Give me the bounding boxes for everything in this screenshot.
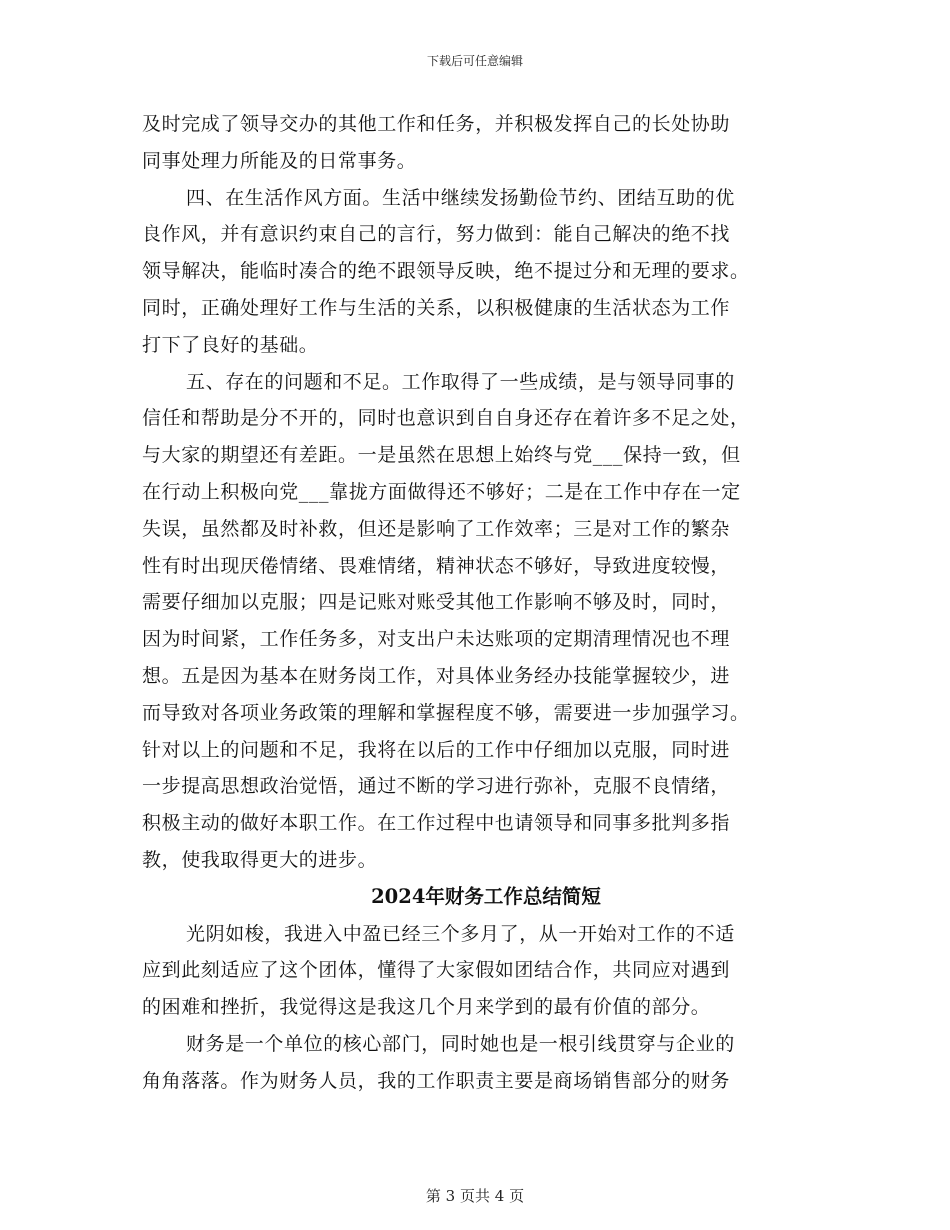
text-line: 积极主动的做好本职工作。在工作过程中也请领导和同事多批判多指	[142, 812, 731, 835]
text-line: 失误，虽然都及时补救，但还是影响了工作效率；三是对工作的繁杂	[142, 517, 731, 540]
text-line: 的困难和挫折，我觉得这是我这几个月来学到的最有价值的部分。	[142, 996, 711, 1019]
text-line: 信任和帮助是分不开的，同时也意识到自自身还存在着许多不足之处，	[142, 407, 750, 430]
text-line: 同事处理力所能及的日常事务。	[142, 149, 417, 172]
page-header: 下载后可任意编辑	[426, 54, 523, 68]
text-line: 光阴如梭，我进入中盈已经三个多月了，从一开始对工作的不适	[186, 922, 735, 945]
text-line: 五、存在的问题和不足。工作取得了一些成绩，是与领导同事的	[186, 370, 735, 393]
text-line: 角角落落。作为财务人员，我的工作职责主要是商场销售部分的财务	[142, 1069, 731, 1092]
text-line: 良作风，并有意识约束自己的言行，努力做到：能自己解决的绝不找	[142, 223, 731, 246]
text-line: 针对以上的问题和不足，我将在以后的工作中仔细加以克服，同时进	[142, 738, 731, 761]
text-line: 应到此刻适应了这个团体，懂得了大家假如团结合作，共同应对遇到	[142, 959, 731, 982]
text-line: 财务是一个单位的核心部门，同时她也是一根引线贯穿与企业的	[186, 1032, 735, 1055]
text-line: 及时完成了领导交办的其他工作和任务，并积极发挥自己的长处协助	[142, 113, 731, 135]
document-body	[142, 106, 810, 1100]
text-line: 想。五是因为基本在财务岗工作，对具体业务经办技能掌握较少，进	[142, 664, 731, 687]
text-line: 而导致对各项业务政策的理解和掌握程度不够，需要进一步加强学习。	[142, 701, 750, 724]
text-line: 在行动上积极向党___靠拢方面做得还不够好；二是在工作中存在一定	[142, 480, 741, 503]
text-line: 四、在生活作风方面。生活中继续发扬勤俭节约、团结互助的优	[186, 186, 735, 209]
text-line: 性有时出现厌倦情绪、畏难情绪，精神状态不够好，导致进度较慢，	[142, 554, 731, 577]
text-line: 打下了良好的基础。	[142, 333, 319, 356]
body-text-block-1	[142, 106, 810, 879]
text-line: 领导解决，能临时凑合的绝不跟领导反映，绝不提过分和无理的要求。	[142, 260, 750, 283]
section-title: 2024年财务工作总结简短	[371, 884, 601, 908]
text-line: 同时，正确处理好工作与生活的关系，以积极健康的生活状态为工作	[142, 296, 731, 319]
text-line: 与大家的期望还有差距。一是虽然在思想上始终与党___保持一致，但	[142, 444, 741, 467]
body-text-block-2	[142, 916, 810, 1100]
page-footer: 第 3 页共 4 页	[425, 1187, 525, 1205]
text-line: 因为时间紧，工作任务多，对支出户未达账项的定期清理情况也不理	[142, 628, 731, 651]
text-line: 需要仔细加以克服；四是记账对账受其他工作影响不够及时，同时，	[142, 591, 731, 614]
text-line: 教，使我取得更大的进步。	[142, 848, 378, 871]
text-line: 一步提高思想政治觉悟，通过不断的学习进行弥补，克服不良情绪，	[142, 775, 731, 798]
